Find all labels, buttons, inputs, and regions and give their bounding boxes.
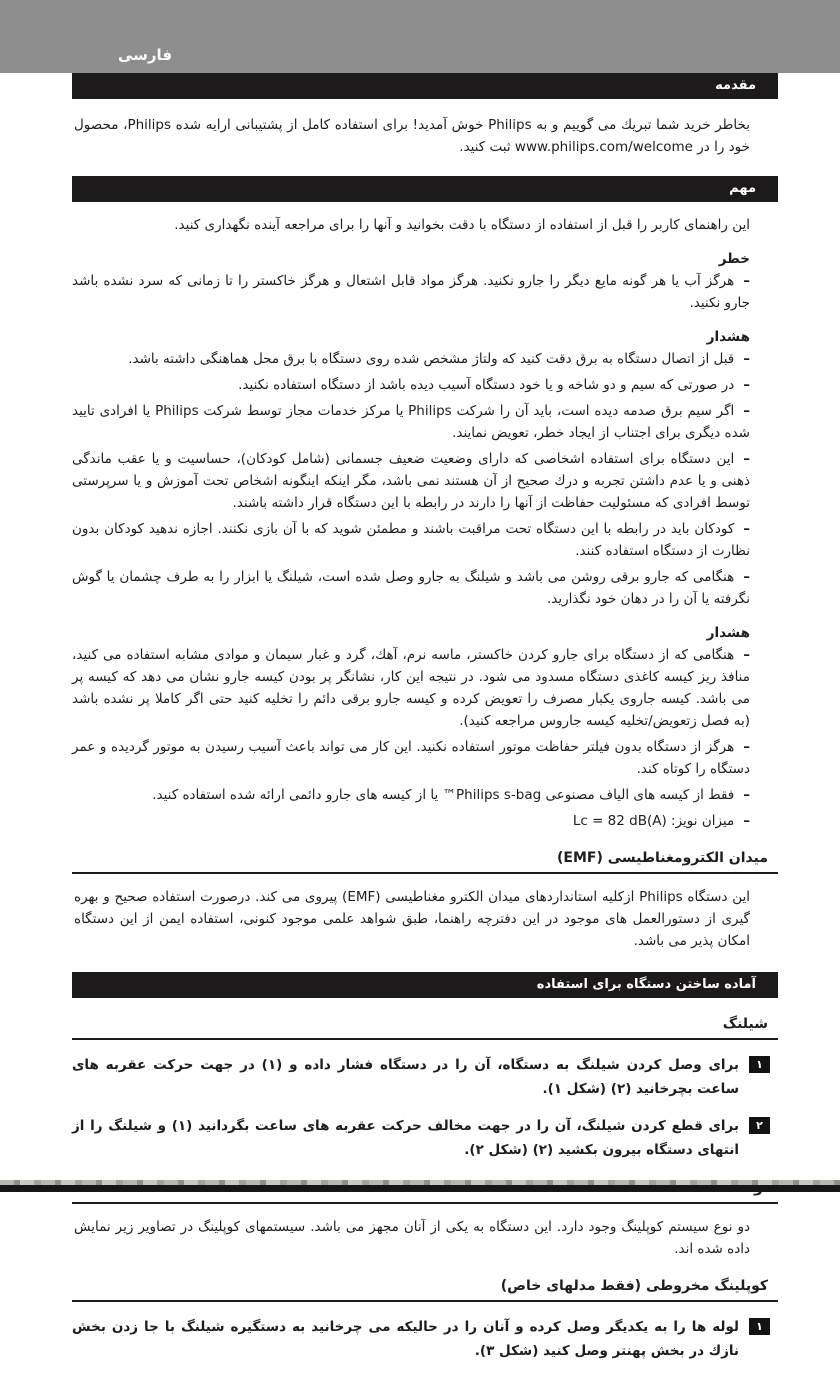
- bullet-dash: –: [743, 813, 750, 829]
- bullet-dash: –: [743, 787, 750, 803]
- bullet-text: کودکان باید در رابطه با این دستگاه تحت مراقبت باشند و مطمئن شوید که با آن بازی نکنند. اجازه ندهید کودکان بدون نظارت از دستگاه استفاده کنند.: [72, 521, 750, 559]
- bullet-dash: –: [743, 451, 750, 467]
- step-number-badge: ۱: [749, 1318, 770, 1335]
- emf-paragraph: این دستگاه Philips ازکلیه استانداردهای میدان الکترو مغناطیسی (EMF) پیروی می کند. درصورت استفاده صحیح و بهره گیری از دستورالعمل های موجود در این دفترچه راهنما، طبق شواهد علمی موجود کنونی، استفاده ایمن از این دستگاه امکان پذیر می باشد.: [74, 889, 751, 949]
- bullet-dash: –: [743, 351, 750, 367]
- step-number-badge: ۱: [749, 1056, 770, 1073]
- bullet-dash: –: [743, 647, 750, 663]
- warning1-bullet: [72, 348, 778, 370]
- important-lead-paragraph: این راهنمای کاربر را قبل از استفاده از دستگاه با دقت بخوانید و آنها را برای مراجعه آینده نگهداری کنید.: [174, 217, 750, 233]
- section-header-introduction: [72, 73, 778, 99]
- warning2-bullet: [72, 784, 778, 806]
- bullet-dash: –: [743, 377, 750, 393]
- bullet-text: این دستگاه برای استفاده اشخاصی که دارای وضعیت ضعیف جسمانی (شامل کودکان)، حساسیت و یا عقب ماندگی ذهنی و یا عدم داشتن تجربه و درك صحیح از آن هستند نمی باشد، مگر اینکه اینگونه اشخاص تحت آموزش و یا سرپرستی توسط افرادی که مسئولیت حفاظت از آنها را دارند در رابطه با این دستگاه قرار داشته باشند.: [72, 451, 750, 511]
- bullet-text: فقط از کیسه های الیاف مصنوعی Philips s-bag™ یا از کیسه های جارو دائمی ارائه شده استفاده کنید.: [152, 787, 735, 803]
- bullet-text: در صورتی که سیم و دو شاخه و یا خود دستگاه آسیب دیده باشد از دستگاه استفاده نکنید.: [238, 377, 735, 393]
- warning1-bullet: [72, 374, 778, 396]
- section-title-introduction: مقدمه: [715, 78, 756, 93]
- intro-paragraph: بخاطر خرید شما تبریك می گوییم و به Philips خوش آمدید! برای استفاده کامل از پشتیبانی ارایه شده Philips، محصول خود را در www.philips.com/welcome ثبت کنید.: [74, 117, 751, 155]
- bullet-text: هنگامی که از دستگاه برای جارو کردن خاکستر، ماسه نرم، آهك، گرد و غبار سیمان و موادی مشابه استفاده می کنید، منافذ ریز کیسه کاغذی دستگاه مسدود می شود. در نتیجه این کار، نشانگر پر بودن کیسه جارو نشان می دهد که کیسه پر می باشد. کیسه جاروی یکبار مصرف را تعویض کرده و کیسه جارو برقی دائم را تخلیه کنید حتی اگر کاملا پر نشده باشد (به فصل زتعویض/تخلیه کیسه جاروس مراجعه کنید).: [72, 647, 750, 729]
- bullet-text: هنگامی که جارو برقی روشن می باشد و شیلنگ به جارو وصل شده است، شیلنگ یا ابزار را به طرف چشمان یا گوش نگرفته یا آن را در دهان خود نگذارید.: [72, 569, 750, 607]
- step-text: لوله ها را به یکدیگر وصل کرده و آنان را در حالیکه می چرخانید به دستگیره شیلنگ با جا زدن بخش نازك در بخش پهنتر وصل کنید (شکل ۳).: [72, 1319, 739, 1359]
- warning1-bullet: [72, 400, 778, 444]
- conical-coupling-heading: کوپلینگ مخروطی (فقط مدلهای خاص): [72, 1278, 778, 1302]
- section-header-preparing: [72, 972, 778, 998]
- warning1-bullet: [72, 566, 778, 610]
- step-text: برای قطع کردن شیلنگ، آن را در جهت مخالف حرکت عقربه های ساعت بگردانید (۱) و شیلنگ را از انتهای دستگاه بیرون بکشید (۲) (شکل ۲).: [72, 1118, 739, 1158]
- warning2-bullet: [72, 736, 778, 780]
- tube-paragraph: دو نوع سیستم کوپلینگ وجود دارد. این دستگاه به یکی از آنان مجهز می باشد. سیستمهای کوپلینگ در تصاویر زیر نمایش داده شده اند.: [74, 1219, 750, 1257]
- hose-step-1: [72, 1053, 778, 1101]
- danger-heading: خطر: [718, 251, 750, 267]
- section-header-important: [72, 176, 778, 202]
- bullet-dash: –: [743, 403, 750, 419]
- bullet-dash: –: [743, 273, 750, 289]
- emf-heading: میدان الکترومغناطیسی (EMF): [72, 850, 778, 874]
- warning2-bullet: [72, 644, 778, 732]
- warning1-bullet: [72, 448, 778, 514]
- conical-step-1: [72, 1315, 778, 1363]
- hose-step-2: [72, 1114, 778, 1162]
- step-text: برای وصل کردن شیلنگ به دستگاه، آن را در دستگاه فشار داده و (۱) در جهت حرکت عقربه های ساعت بچرخانید (۲) (شکل ۱).: [72, 1057, 739, 1097]
- bullet-text: قبل از اتصال دستگاه به برق دقت کنید که ولتاژ مشخص شده روی دستگاه با برق محل هماهنگی داشته باشد.: [128, 351, 735, 367]
- warning1-bullet: [72, 518, 778, 562]
- step-number-badge: ۲: [749, 1117, 770, 1134]
- page-bottom-scan-edge: [0, 1180, 840, 1192]
- section-title-important: مهم: [729, 181, 756, 196]
- language-header-bar: [0, 0, 840, 73]
- language-label: فارسی: [118, 46, 173, 64]
- warning2-bullet noise-level-line: [72, 810, 778, 832]
- bullet-text: هرگز آب یا هر گونه مایع دیگر را جارو نکنید. هرگز مواد قابل اشتعال و هرگز خاکستر را تا زمانی که سرد نشده باشد جارو نکنید.: [72, 273, 750, 311]
- danger-bullet: [72, 270, 778, 314]
- bullet-text: هرگز از دستگاه بدون فیلتر حفاظت موتور استفاده نکنید. این کار می تواند باعث آسیب رسیدن به موتور گردیده و عمر دستگاه را کوتاه کند.: [72, 739, 750, 777]
- section-title-preparing: آماده ساختن دستگاه برای استفاده: [536, 977, 756, 992]
- bullet-dash: –: [743, 739, 750, 755]
- bullet-dash: –: [743, 569, 750, 585]
- bullet-text: اگر سیم برق صدمه دیده است، باید آن را شرکت Philips یا مرکز خدمات مجاز توسط شرکت Philips یا افرادی تایید شده دیگری برای اجتناب از ایجاد خطر، تعویض نمایند.: [72, 403, 750, 441]
- bullet-dash: –: [743, 521, 750, 537]
- scan-black-strip: [0, 1185, 840, 1192]
- warning-heading-1: هشدار: [706, 329, 750, 345]
- noise-level-value: میزان نویز: Lc = 82 dB(A): [572, 813, 735, 829]
- hose-heading: شیلنگ: [72, 1016, 778, 1040]
- warning-heading-2: هشدار: [706, 625, 750, 641]
